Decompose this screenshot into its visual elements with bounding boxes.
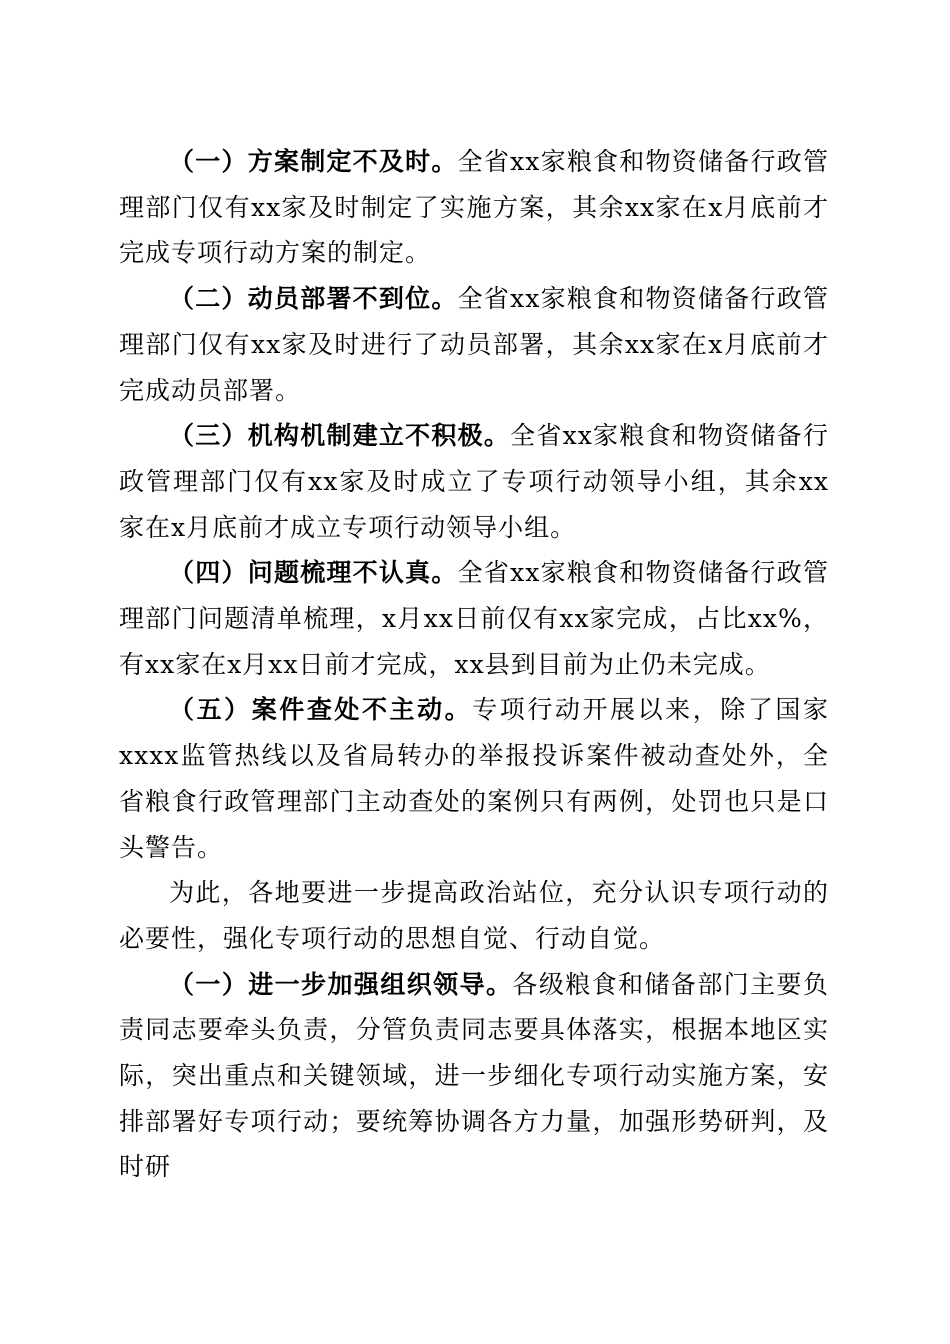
paragraph-6	[119, 870, 829, 961]
paragraph-7-text: 各级粮食和储备部门主要负责同志要牵头负责，分管负责同志要具体落实，根据本地区实际，突出重点和关键领域，进一步细化专项行动实施方案，安排部署好专项行动；要统筹协调各方力量，加强形势研判，及时研	[119, 969, 829, 1182]
paragraph-1-heading: （一）方案制定不及时。	[169, 147, 458, 176]
paragraph-4	[119, 550, 829, 687]
paragraph-2	[119, 276, 829, 413]
paragraph-3	[119, 413, 829, 550]
paragraph-1-text: 全省xx家粮食和物资储备行政管理部门仅有xx家及时制定了实施方案，其余xx家在x月底前才完成专项行动方案的制定。	[119, 147, 829, 268]
paragraph-5-text: 专项行动开展以来，除了国家xxxx监管热线以及省局转办的举报投诉案件被动查处外，全省粮食行政管理部门主动查处的案例只有两例，处罚也只是口头警告。	[119, 695, 829, 862]
paragraph-3-heading: （三）机构机制建立不积极。	[169, 421, 511, 451]
paragraph-3-text: 全省xx家粮食和物资储备行政管理部门仅有xx家及时成立了专项行动领导小组，其余xx家在x月底前才成立专项行动领导小组。	[119, 421, 829, 542]
paragraph-4-text: 全省xx家粮食和物资储备行政管理部门问题清单梳理，x月xx日前仅有xx家完成，占比xx%，有xx家在x月xx日前才完成，xx县到目前为止仍未完成。	[119, 558, 829, 679]
paragraph-6-text: 为此，各地要进一步提高政治站位，充分认识专项行动的必要性，强化专项行动的思想自觉、行动自觉。	[119, 878, 829, 953]
document-body	[119, 139, 829, 1190]
paragraph-2-text: 全省xx家粮食和物资储备行政管理部门仅有xx家及时进行了动员部署，其余xx家在x月底前才完成动员部署。	[119, 284, 829, 405]
paragraph-5-heading: （五）案件查处不主动。	[169, 695, 473, 725]
paragraph-7-heading: （一）进一步加强组织领导。	[169, 969, 513, 999]
paragraph-4-heading: （四）问题梳理不认真。	[169, 558, 458, 588]
paragraph-2-heading: （二）动员部署不到位。	[169, 284, 458, 314]
paragraph-7	[119, 962, 829, 1191]
paragraph-1	[119, 139, 829, 276]
paragraph-5	[119, 687, 829, 870]
